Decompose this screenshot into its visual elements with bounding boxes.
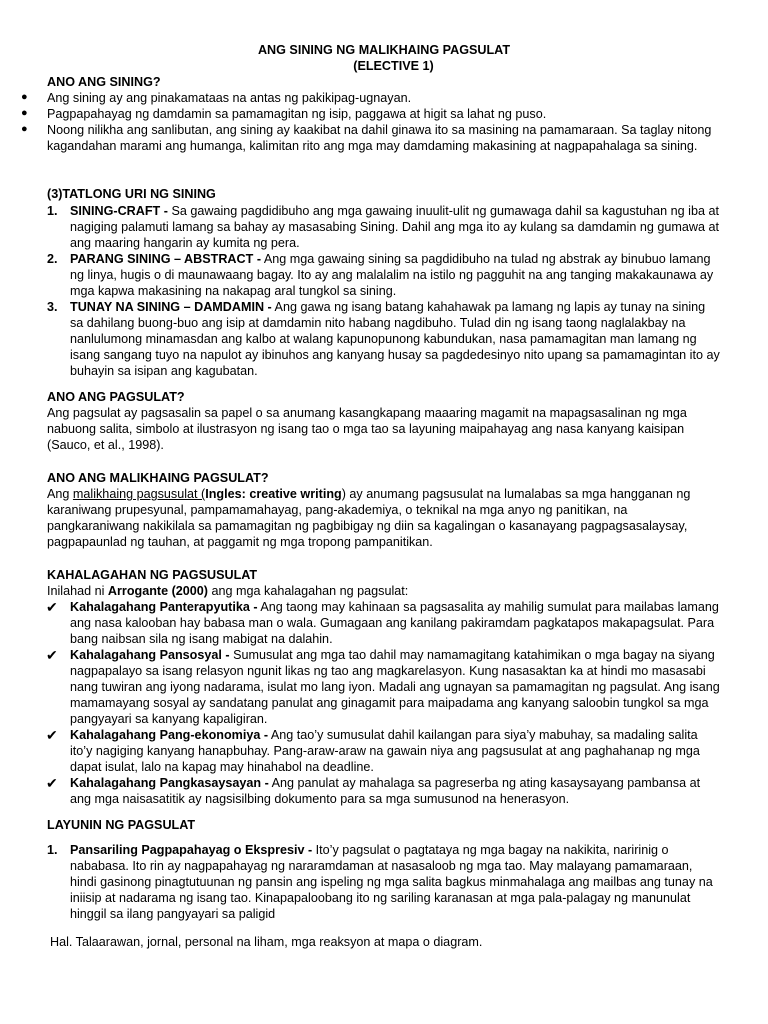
- text-run: Inilahad ni: [47, 584, 108, 598]
- item-term: Pansariling Pagpapahayag o Ekspresiv -: [70, 843, 313, 857]
- list-number: 2.: [47, 252, 58, 266]
- bullet-text: Ang sining ay ang pinakamataas na antas ng pakikipag-ugnayan.: [47, 91, 412, 105]
- item-text: Ang gawa ng isang batang kahahawak pa lamang ng lapis ay tunay na sining sa dahilang buong-buo ang isip at damdamin nito habang nagdibuho. Tulad din ng isang taong naglalakbay na nanlulumong minamasdan ang kalbo at walang kapunopunong kabundukan, nasa pamamagitan man lamang ng isang sangang tuyo na napulot ay ibinuhos ang kanyang husay sa pagdedesinyo nito upang sa pamamagintan ito ay buhayin sa isipan ang kagubatan.: [70, 300, 720, 378]
- heading-tatlong-uri: (3)TATLONG URI NG SINING: [47, 187, 216, 201]
- text-run: ) ay anumang pagsusulat na lumalabas sa mga hangganan ng karaniwang prupesyunal, pampamamahayag, pang-akademiya, o teknikal na mga anyo ng panitikan, na pangkaraniwang nakikilala sa pamamagitan ng pagbibigay ng diin sa kagalingan o kasanayang pagpagsasalaysay, pagpapaunlad ng tauhan, at paggamit ng mga tropong pampanitikan.: [47, 487, 691, 549]
- list-item: [47, 251, 720, 299]
- item-text: Ang panulat ay mahalaga sa pagreserba ng ating kasaysayang pambansa at ang mga naisasatitik ay nagsisilbing dokumento para sa mga sumusunod na henerasyon.: [70, 776, 701, 806]
- document-title: [0, 42, 768, 74]
- checkmark-icon: ✔: [46, 727, 58, 743]
- list-number: 1.: [47, 204, 58, 218]
- item-text: Sumusulat ang mga tao dahil may namamagitang katahimikan o mga bagay na siyang nagpapalayo sa isang relasyon ngunit likas ng tao ang magkarelasyon. Kung nasasaktan ka at hindi mo masasabi nang tuwiran ang iyong nadarama, isulat mo lang iyon. Madali ang ugnayan sa pamamagitan ng pagsulat. Ang isang mamamayang sosyal ay sandatang panulat ang ginagamit para maipadama ang kanyang saloobin tungkol sa mga pangyayari sa kanyang kapaligiran.: [70, 648, 720, 726]
- item-term: Kahalagahang Pang-ekonomiya -: [70, 728, 269, 742]
- title-line-1: ANG SINING NG MALIKHAING PAGSULAT: [257, 43, 511, 57]
- text-run: ang mga kahalagahan ng pagsulat:: [208, 584, 409, 598]
- heading-ano-ang-sining: ANO ANG SINING?: [47, 75, 161, 89]
- list-item: [46, 647, 722, 727]
- list-item: [47, 203, 720, 251]
- item-text: Ang taong may kahinaan sa pagsasalita ay mahilig sumulat para mailabas lamang ang nasa kalooban hay babasa man o wala. Gumagaan ang kanilang pakiramdam pagkatapos makapagsulat. Para bang naibsan sila ng isang mabigat na dalahin.: [70, 600, 719, 646]
- bullet-text: Pagpapahayag ng damdamin sa pamamagitan ng isip, paggawa at higit sa lahat ng puso.: [47, 107, 547, 121]
- list-item: [46, 599, 722, 647]
- checkmark-icon: ✔: [46, 599, 58, 615]
- item-term: TUNAY NA SINING – DAMDAMIN -: [70, 300, 272, 314]
- heading-ano-ang-pagsulat: ANO ANG PAGSULAT?: [47, 390, 185, 404]
- list-item: [21, 90, 721, 106]
- paragraph-pagsulat: Ang pagsulat ay pagsasalin sa papel o sa anumang kasangkapang maaaring magamit na mapagsasalinan ng mga nabuong salita, simbolo at ilustrasyon ng isang tao o mga tao sa layuning maipahayag ang nasa kanyang kaisipan (Sauco, et al., 1998).: [47, 406, 687, 452]
- item-text: Ito’y pagsulat o pagtataya ng mga bagay na nakikita, naririnig o nababasa. Ito rin ay nagpapahayag ng nararamdaman at nasasaloob ng mga tao. May malayang pamamaraan, hindi gasinong pinagtutuunan ng pansin ang ispeling ng mga salita bagkus minmahalaga ang mailbas ang tunay na iniisip at nadarama ng isang tao. Kinapapaloobang ito ng sariling karanasan at mga pala-palagay ng manunulat hinggil sa ilang pangyayari sa paligid: [70, 843, 713, 921]
- disc-bullet-icon: ●: [21, 91, 28, 103]
- item-text: Ang mga gawaing sining sa pagdidibuho na tulad ng abstrak ay binubuo lamang ng linya, hugis o di maunawaang bagay. Ito ay ang malalalim na istilo ng pagguhit na ang tanging makakaunawa ay mga kapwa makasining na nakapag aral tungkol sa sining.: [70, 252, 714, 298]
- list-number: 3.: [47, 300, 58, 314]
- list-item: [47, 299, 720, 379]
- item-text: Ang tao’y sumusulat dahil kailangan para siya’y mabuhay, sa madaling salita ito’y nagiging kanyang hanapbuhay. Pang-araw-araw na gawain niya ang pagsusulat at ang paghahanap ng mga dapat isulat, lalo na kapag may hinahabol na deadline.: [70, 728, 700, 774]
- example-line: Hal. Talaarawan, jornal, personal na liham, mga reaksyon at mapa o diagram.: [50, 935, 483, 949]
- underlined-term: malikhaing pagsusulat (: [72, 487, 206, 501]
- item-term: Kahalagahang Pangkasaysayan -: [70, 776, 269, 790]
- disc-bullet-icon: ●: [21, 107, 28, 119]
- checkmark-icon: ✔: [46, 647, 58, 663]
- heading-kahalagahan: KAHALAGAHAN NG PAGSUSULAT: [47, 568, 258, 582]
- title-line-2: (ELECTIVE 1): [353, 59, 434, 73]
- item-term: SINING-CRAFT -: [70, 204, 168, 218]
- item-term: PARANG SINING – ABSTRACT -: [70, 252, 262, 266]
- paragraph-malikhaing-pagsulat: [47, 486, 717, 550]
- list-item: [46, 727, 722, 775]
- bold-term: Ingles: creative writing: [205, 487, 342, 501]
- bold-author: Arrogante (2000): [107, 584, 209, 598]
- heading-malikhaing-pagsulat: ANO ANG MALIKHAING PAGSULAT?: [47, 471, 269, 485]
- item-term: Kahalagahang Pansosyal -: [70, 648, 230, 662]
- kahalagahan-intro: [47, 583, 717, 599]
- item-text: Sa gawaing pagdidibuho ang mga gawaing inuulit-ulit ng gumawaga dahil sa kagustuhan ng iba at nagiging palamuti lamang sa bahay ay masasabing Sining. Dahil ang mga ito ay kulang sa damdamin ng gumawa at ang maaring hangarin ay kumita ng pera.: [70, 204, 719, 250]
- list-number: 1.: [47, 843, 58, 857]
- list-item: [47, 842, 720, 922]
- heading-layunin: LAYUNIN NG PAGSULAT: [47, 818, 196, 832]
- bullet-text: Noong nilikha ang sanlibutan, ang sining ay kaakibat na dahil ginawa ito sa masining na pamamaraan. Sa taglay nitong kagandahan marami ang humanga, kalimitan rito ang mga may damdaming makasining at nagpapahalaga sa sining.: [47, 123, 712, 153]
- checkmark-icon: ✔: [46, 775, 58, 791]
- disc-bullet-icon: ●: [21, 123, 28, 135]
- item-term: Kahalagahang Panterapyutika -: [70, 600, 258, 614]
- list-item: [21, 122, 721, 154]
- list-item: [46, 775, 722, 807]
- text-run: Ang: [47, 487, 73, 501]
- list-item: [21, 106, 721, 122]
